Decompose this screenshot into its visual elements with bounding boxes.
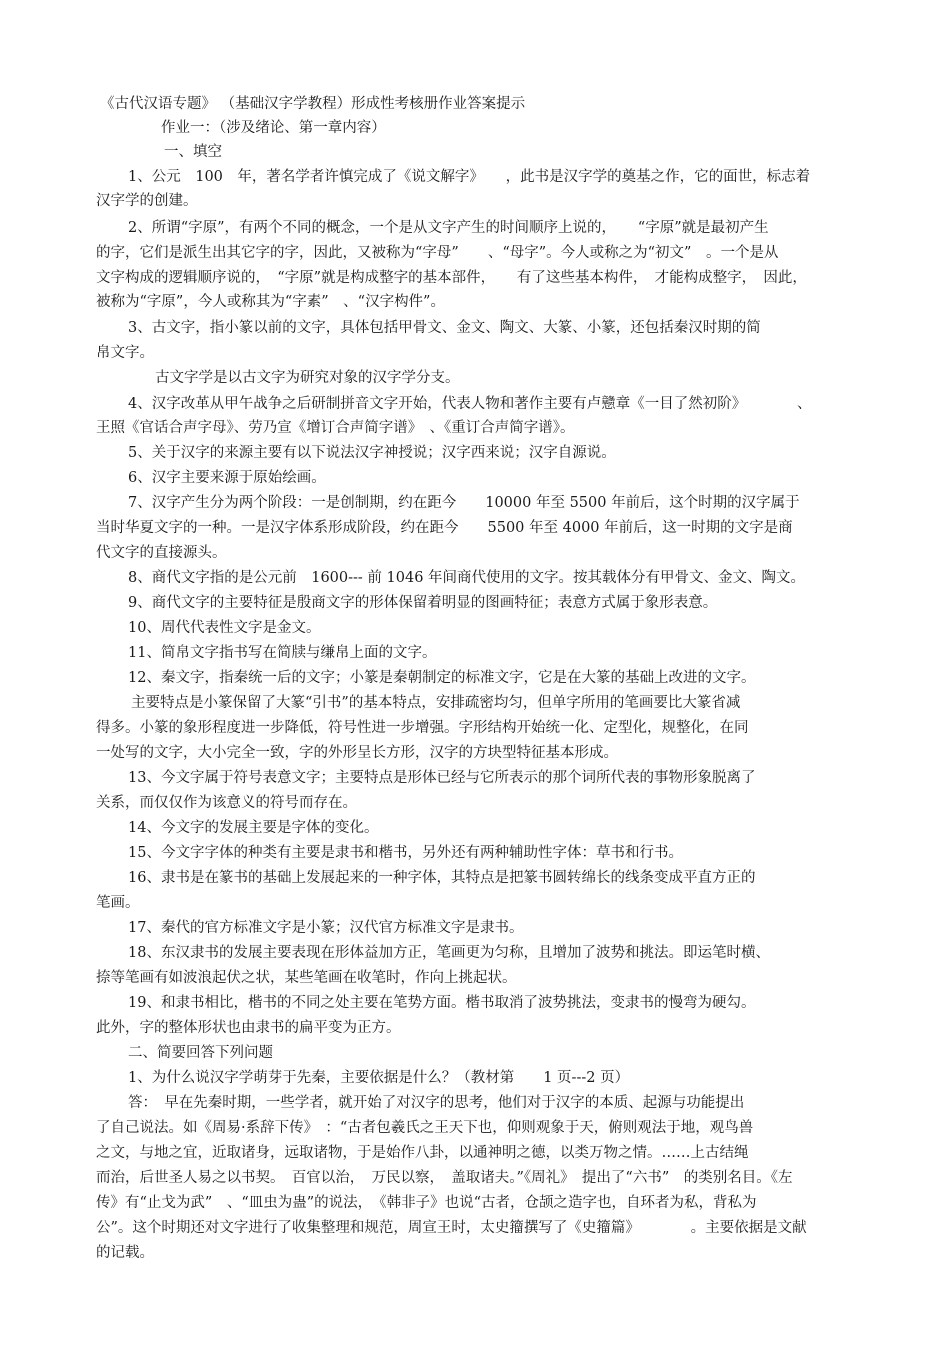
text-line: 1、公元 100 年，著名学者许慎完成了《说文解字》 ，此书是汉字学的奠基之作，它的面世，标志着 <box>128 169 811 185</box>
text-line: 13、今文字属于符号表意文字；主要特点是形体已经与它所表示的那个词所代表的事物形象脱离了 <box>128 770 756 786</box>
text-line: 传》有“止戈为武” 、“皿虫为蛊”的说法， 《韩非子》也说“古者，仓颉之造字也，自环者为私，背私为 <box>96 1195 757 1211</box>
text-line: 14、今文字的发展主要是字体的变化。 <box>128 820 379 836</box>
text-line: 8、商代文字指的是公元前 1600--- 前 1046 年间商代使用的文字。按其载体分有甲骨文、金文、陶文。 <box>128 570 806 586</box>
text-line: 7、汉字产生分为两个阶段：一是创制期，约在距今 10000 年至 5500 年前后，这个时期的汉字属于 <box>128 495 800 511</box>
text-line: 的记载。 <box>96 1245 154 1261</box>
text-line: 5、关于汉字的来源主要有以下说法汉字神授说；汉字西来说；汉字自源说。 <box>128 445 616 461</box>
text-line: 笔画。 <box>96 895 140 911</box>
text-line: 得多。小篆的象形程度进一步降低，符号性进一步增强。字形结构开始统一化、定型化，规整化，在同 <box>96 720 749 736</box>
text-line: 文字构成的逻辑顺序说的， “字原”就是构成整字的基本部件， 有了这些基本构件， 才能构成整字， 因此， <box>96 270 807 286</box>
section-heading-short-answer: 二、简要回答下列问题 <box>128 1045 273 1061</box>
text-line: 王照《官话合声字母》、劳乃宣《增订合声简字谱》 、《重订合声简字谱》。 <box>96 420 575 436</box>
text-line: 的字，它们是派生出其它字的字，因此，又被称为“字母” 、“母字”。今人或称之为“初文” 。一个是从 <box>96 245 779 261</box>
text-line: 而治，后世圣人易之以书契。 百官以治， 万民以察， 盖取诸夫。”《周礼》 提出了“六书” 的类别名目。《左 <box>96 1170 793 1186</box>
doc-title: 《古代汉语专题》 （基础汉字学教程）形成性考核册作业答案提示 <box>100 96 526 112</box>
text-line: 1、为什么说汉字学萌芽于先秦，主要依据是什么？（教材第 1 页---2 页） <box>128 1070 630 1086</box>
text-line: 4、汉字改革从甲午战争之后研制拼音文字开始，代表人物和著作主要有卢戆章《一目了然初阶》 、 <box>128 396 812 412</box>
text-line: 16、隶书是在篆书的基础上发展起来的一种字体，其特点是把篆书圆转绵长的线条变成平直方正的 <box>128 870 756 886</box>
text-line: 之文，与地之宜，近取诸身，远取诸物，于是始作八卦，以通神明之德，以类万物之情。……上古结绳 <box>96 1145 749 1161</box>
text-line: 19、和隶书相比，楷书的不同之处主要在笔势方面。楷书取消了波势挑法，变隶书的慢弯为硬勾。 <box>128 995 756 1011</box>
text-line: 主要特点是小篆保留了大篆“引书”的基本特点，安排疏密均匀，但单字所用的笔画要比大篆省减 <box>131 695 741 711</box>
text-line: 10、周代代表性文字是金文。 <box>128 620 321 636</box>
text-line: 12、秦文字，指秦统一后的文字；小篆是秦朝制定的标准文字，它是在大篆的基础上改进的文字。 <box>128 670 756 686</box>
text-line: 一处写的文字，大小完全一致，字的外形呈长方形，汉字的方块型特征基本形成。 <box>96 745 618 761</box>
text-line: 被称为“字原”，今人或称其为“字素” 、“汉字构件”。 <box>96 294 445 310</box>
text-line: 汉字学的创建。 <box>96 193 198 209</box>
text-line: 此外，字的整体形状也由隶书的扁平变为正方。 <box>96 1020 401 1036</box>
text-line: 9、商代文字的主要特征是殷商文字的形体保留着明显的图画特征；表意方式属于象形表意。 <box>128 595 718 611</box>
section-heading-fill-in: 一、填空 <box>164 144 222 160</box>
text-line: 关系，而仅仅作为该意义的符号而存在。 <box>96 795 357 811</box>
text-line: 帛文字。 <box>96 345 154 361</box>
text-line: 古文字学是以古文字为研究对象的汉字学分支。 <box>155 370 460 386</box>
text-line: 17、秦代的官方标准文字是小篆；汉代官方标准文字是隶书。 <box>128 920 524 936</box>
text-line: 18、东汉隶书的发展主要表现在形体益加方正，笔画更为匀称，且增加了波势和挑法。即运笔时横、 <box>128 945 770 961</box>
assignment-heading: 作业一：（涉及绪论、第一章内容） <box>161 120 386 136</box>
text-line: 11、简帛文字指书写在简牍与缣帛上面的文字。 <box>128 645 437 661</box>
text-line: 捺等笔画有如波浪起伏之状，某些笔画在收笔时，作向上挑起状。 <box>96 970 517 986</box>
text-line: 代文字的直接源头。 <box>96 545 227 561</box>
text-line: 了自己说法。如《周易·系辞下传》 ：“古者包羲氏之王天下也，仰则观象于天，俯则观法于地，观鸟兽 <box>96 1120 754 1136</box>
text-line: 答： 早在先秦时期，一些学者，就开始了对汉字的思考，他们对于汉字的本质、起源与功能提出 <box>128 1095 745 1111</box>
text-line: 公”。这个时期还对文字进行了收集整理和规范，周宣王时，太史籀撰写了《史籀篇》 。主要依据是文献 <box>96 1220 807 1236</box>
text-line: 6、汉字主要来源于原始绘画。 <box>128 470 326 486</box>
text-line: 2、所谓“字原”，有两个不同的概念，一个是从文字产生的时间顺序上说的， “字原”就是最初产生 <box>128 220 769 236</box>
text-line: 3、古文字，指小篆以前的文字，具体包括甲骨文、金文、陶文、大篆、小篆，还包括秦汉时期的简 <box>128 320 761 336</box>
text-line: 15、今文字字体的种类有主要是隶书和楷书，另外还有两种辅助性字体：草书和行书。 <box>128 845 683 861</box>
text-line: 当时华夏文字的一种。一是汉字体系形成阶段，约在距今 5500 年至 4000 年前后，这一时期的文字是商 <box>96 520 793 536</box>
